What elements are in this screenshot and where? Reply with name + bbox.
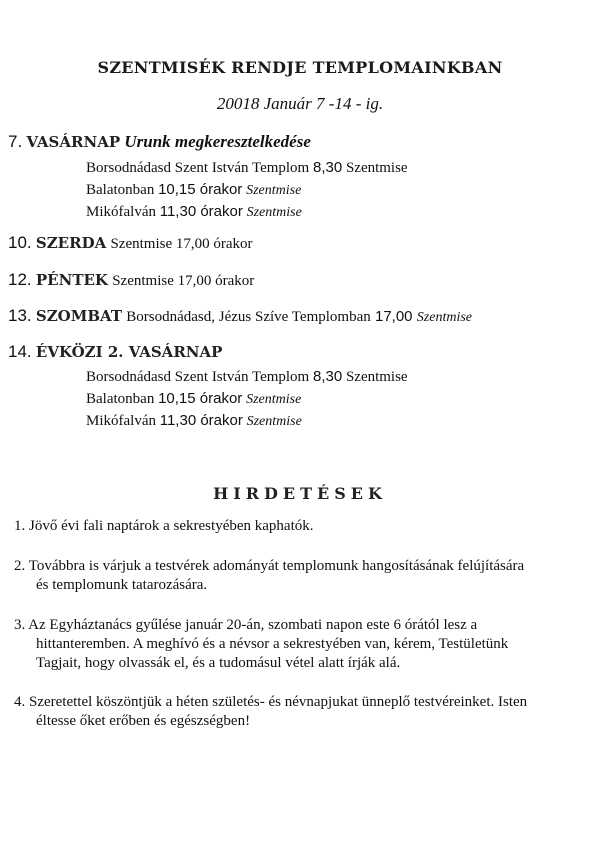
mass-place: Balatonban xyxy=(86,391,155,407)
announcement-item xyxy=(14,616,584,673)
announcement-line: 2. Továbbra is várjuk a testvérek adományát templomunk hangosításának felújítására xyxy=(14,558,525,574)
date-range: 20018 Január 7 -14 - ig. xyxy=(216,94,384,113)
mass-label: Szentmise xyxy=(246,392,302,407)
mass-time: 11,30 órakor xyxy=(159,203,243,220)
day-time: 17,00 xyxy=(374,308,413,325)
mass-label: Szentmise xyxy=(246,205,302,220)
mass-entry xyxy=(86,203,302,221)
mass-time: 8,30 xyxy=(312,159,343,176)
day-detail: Szentmise 17,00 órakor xyxy=(112,273,255,289)
announcements-title: HIRDETÉSEK xyxy=(213,484,387,503)
mass-entry xyxy=(86,412,302,430)
announcement-line: 1. Jövő évi fali naptárok a sekrestyében kaphatók. xyxy=(14,518,314,534)
schedule-day-13 xyxy=(8,306,472,326)
mass-time: 10,15 órakor xyxy=(158,181,243,198)
day-number: 7. xyxy=(8,132,23,151)
announcement-line: 4. Szeretettel köszöntjük a héten születés- és névnapjukat ünneplő testvéreinket. Isten xyxy=(14,694,528,710)
mass-entry xyxy=(86,368,408,386)
mass-entry xyxy=(86,181,301,199)
day-name: PÉNTEK xyxy=(35,271,108,289)
mass-place: Balatonban xyxy=(86,182,155,198)
mass-label: Szentmise xyxy=(345,369,408,385)
mass-time: 8,30 xyxy=(312,368,343,385)
mass-place: Mikófalván xyxy=(86,204,156,220)
day-name: VASÁRNAP xyxy=(26,133,121,151)
mass-time: 11,30 órakor xyxy=(159,412,243,429)
schedule-day-14 xyxy=(8,342,222,362)
day-number: 13. xyxy=(8,306,32,325)
day-place: Borsodnádasd, Jézus Szíve Templomban xyxy=(126,309,371,325)
day-number: 10. xyxy=(8,233,32,252)
day-number: 14. xyxy=(8,342,32,361)
schedule-day-10 xyxy=(8,233,253,253)
mass-entry xyxy=(86,390,301,408)
mass-label: Szentmise xyxy=(246,183,302,198)
mass-place: Mikófalván xyxy=(86,413,156,429)
announcement-item xyxy=(14,693,584,731)
announcement-line: hittanteremben. A meghívó és a névsor a sekrestyében van, kérem, Testületünk xyxy=(36,636,509,652)
day-label: Szentmise xyxy=(416,310,472,325)
mass-label: Szentmise xyxy=(345,160,408,176)
mass-place: Borsodnádasd Szent István Templom xyxy=(86,369,310,385)
mass-time: 10,15 órakor xyxy=(158,390,243,407)
announcement-line: éltesse őket erőben és egészségben! xyxy=(36,713,251,729)
schedule-day-7 xyxy=(8,132,311,152)
announcement-item xyxy=(14,517,584,536)
schedule-day-12 xyxy=(8,270,254,290)
feast-name: Urunk megkeresztelkedése xyxy=(124,132,311,151)
day-name: SZERDA xyxy=(35,234,107,252)
day-number: 12. xyxy=(8,270,32,289)
mass-label: Szentmise xyxy=(246,414,302,429)
announcement-line: és templomunk tatarozására. xyxy=(36,577,208,593)
mass-entry xyxy=(86,159,408,177)
day-name: SZOMBAT xyxy=(35,307,123,325)
announcement-line: Tagjait, hogy olvassák el, és a tudomásul vétel alatt írják alá. xyxy=(36,655,401,671)
page-title: SZENTMISÉK RENDJE TEMPLOMAINKBAN xyxy=(97,58,503,77)
announcement-item xyxy=(14,557,584,595)
day-name: ÉVKÖZI 2. VASÁRNAP xyxy=(35,343,223,361)
day-detail: Szentmise 17,00 órakor xyxy=(110,236,253,252)
announcement-line: 3. Az Egyháztanács gyűlése január 20-án, szombati napon este 6 órától lesz a xyxy=(14,617,478,633)
mass-place: Borsodnádasd Szent István Templom xyxy=(86,160,310,176)
